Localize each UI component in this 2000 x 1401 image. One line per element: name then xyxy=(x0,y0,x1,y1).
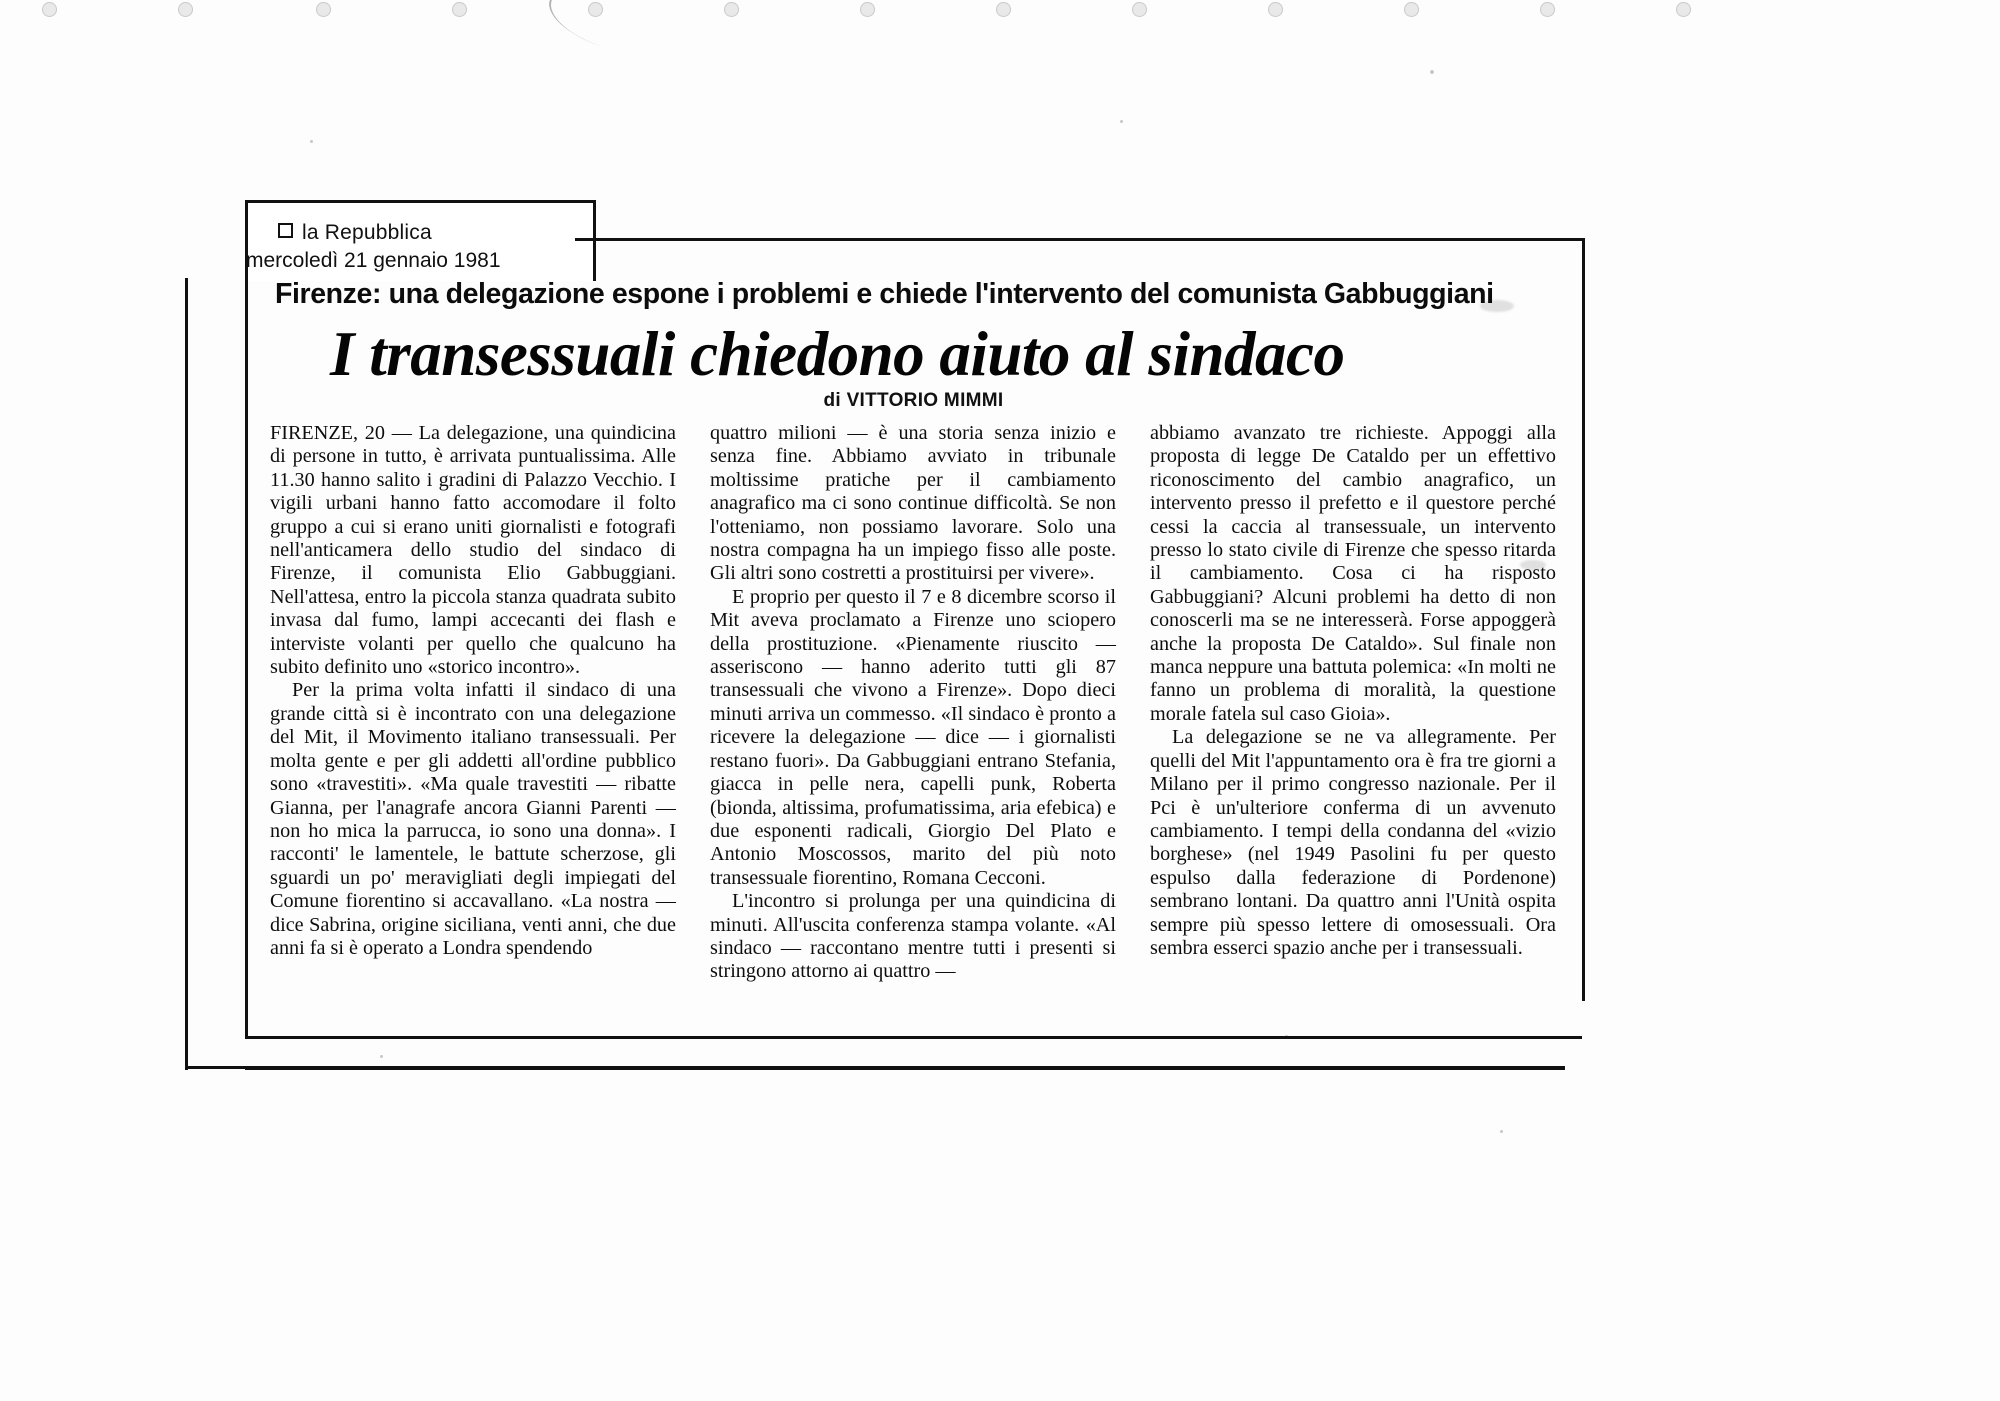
article-column-3 xyxy=(1150,422,1556,984)
masthead-date: mercoledì 21 gennaio 1981 xyxy=(246,249,501,272)
scan-speck xyxy=(1500,1130,1503,1133)
binder-hole xyxy=(1268,2,1283,17)
page-title: I transessuali chiedono aiuto al sindaco xyxy=(330,319,1345,389)
square-bullet-icon xyxy=(278,223,293,238)
publication-name: la Repubblica xyxy=(302,221,432,244)
scan-speck xyxy=(1120,120,1123,123)
article-border-bottom xyxy=(245,1036,1582,1039)
binder-hole xyxy=(316,2,331,17)
binder-hole xyxy=(178,2,193,17)
article-body xyxy=(270,422,1560,984)
article-column-1 xyxy=(270,422,676,984)
binder-hole xyxy=(724,2,739,17)
binder-hole xyxy=(1404,2,1419,17)
pencil-stroke-mark xyxy=(541,0,641,55)
masthead xyxy=(245,200,596,281)
scan-speck xyxy=(310,140,313,143)
clipping-outer-border-bottom-left xyxy=(185,1066,245,1069)
scan-speck xyxy=(1430,70,1434,74)
binder-hole xyxy=(1540,2,1555,17)
article-column-2 xyxy=(710,422,1116,984)
paragraph: abbiamo avanzato tre richieste. Appoggi alla proposta di legge De Cataldo per un effettivo riconoscimento del cambio anagrafico, un intervento presso il prefetto e il questore perché cessi la caccia al transessuale, un intervento presso lo stato civile di Firenze che spesso ritarda il cambiamento. Cosa ci ha risposto Gabbuggiani? Alcuni problemi ha detto di non conoscerli ma se ne interesserà. Forse appoggerà anche la proposta De Cataldo». Sul finale non manca neppure una battuta polemica: «In molti ne fanno un problema di moralità, la questione morale fatela sul caso Gioia». xyxy=(1150,422,1556,725)
clipping-outer-border-left xyxy=(185,278,188,1070)
article-kicker: Firenze: una delegazione espone i problemi e chiede l'intervento del comunista Gabbuggiani xyxy=(275,278,1494,310)
binder-hole xyxy=(1132,2,1147,17)
clipping-outer-border-bottom xyxy=(245,1066,1565,1070)
binder-hole xyxy=(452,2,467,17)
paragraph: FIRENZE, 20 — La delegazione, una quindicina di persone in tutto, è arrivata puntualissima. Alle 11.30 hanno salito i gradini di Palazzo Vecchio. I vigili urbani hanno fatto accomodare il folto gruppo a cui si erano uniti giornalisti e fotografi nell'anticamera dello studio del sindaco di Firenze, il comunista Elio Gabbuggiani. Nell'attesa, entro la piccola stanza quadrata subito invasa dal fumo, lampi accecanti dei flash e interviste volanti per quello che qualcuno ha subito definito uno «storico incontro». xyxy=(270,422,676,679)
paragraph: La delegazione se ne va allegramente. Per quelli del Mit l'appuntamento ora è fra tre giorni a Milano per il primo congresso nazionale. Per il Pci è un'ulteriore conferma di un avvenuto cambiamento. I tempi della condanna del «vizio borghese» (nel 1949 Pasolini fu per questo espulso dalla federazione di Pordenone) sembrano lontani. Da quattro anni l'Unità ospita sempre più spesso lettere di omosessuali. Ora sembra esserci spazio anche per i transessuali. xyxy=(1150,726,1556,959)
masthead-publication-line xyxy=(278,221,578,245)
newspaper-clipping xyxy=(245,200,1585,1060)
article-byline: di VITTORIO MIMMI xyxy=(823,390,1004,411)
paragraph: Per la prima volta infatti il sindaco di una grande città si è incontrato con una delegazione del Mit, il Movimento italiano transessuali. Per molta gente e per gli addetti all'ordine pubblico sono «travestiti». «Ma quale travestiti — ribatte Gianna, per l'anagrafe ancora Gianni Parenti — non ho mica la parrucca, io sono una donna». I racconti' le lamentele, le battute scherzose, gli sguardi un po' meravigliati degli impiegati del Comune fiorentino si accavallano. «La nostra — dice Sabrina, origine siciliana, venti anni, che due anni fa si è operato a Londra spendendo xyxy=(270,679,676,959)
binder-hole xyxy=(1676,2,1691,17)
paragraph: L'incontro si prolunga per una quindicina di minuti. All'uscita conferenza stampa volante. «Al sindaco — raccontano mentre tutti i presenti si stringono attorno ai quattro — xyxy=(710,890,1116,983)
binder-hole xyxy=(860,2,875,17)
paragraph: E proprio per questo il 7 e 8 dicembre scorso il Mit aveva proclamato a Firenze uno sciopero della prostituzione. «Pienamente riuscito — asseriscono — hanno aderito tutti gli 87 transessuali che vivono a Firenze». Dopo dieci minuti arriva un commesso. «Il sindaco è pronto a ricevere la delegazione — dice — i giornalisti restano fuori». Da Gabbuggiani entrano Stefania, giacca in pelle nera, capelli punk, Roberta (bionda, altissima, profumatissima, aria efebica) e due esponenti radicali, Giorgio Del Plato e Antonio Moscossos, marito del più noto transessuale fiorentino, Romana Cecconi. xyxy=(710,585,1116,889)
paragraph: quattro milioni — è una storia senza inizio e senza fine. Abbiamo avviato in tribunale moltissime pratiche per il cambiamento anagrafico ma ci sono continue difficoltà. Se non l'otteniamo, non possiamo lavorare. Solo una nostra compagna ha un impiego fisso alle poste. Gli altri sono costretti a prostituirsi per vivere». xyxy=(710,422,1116,585)
binder-hole xyxy=(996,2,1011,17)
binder-hole xyxy=(42,2,57,17)
